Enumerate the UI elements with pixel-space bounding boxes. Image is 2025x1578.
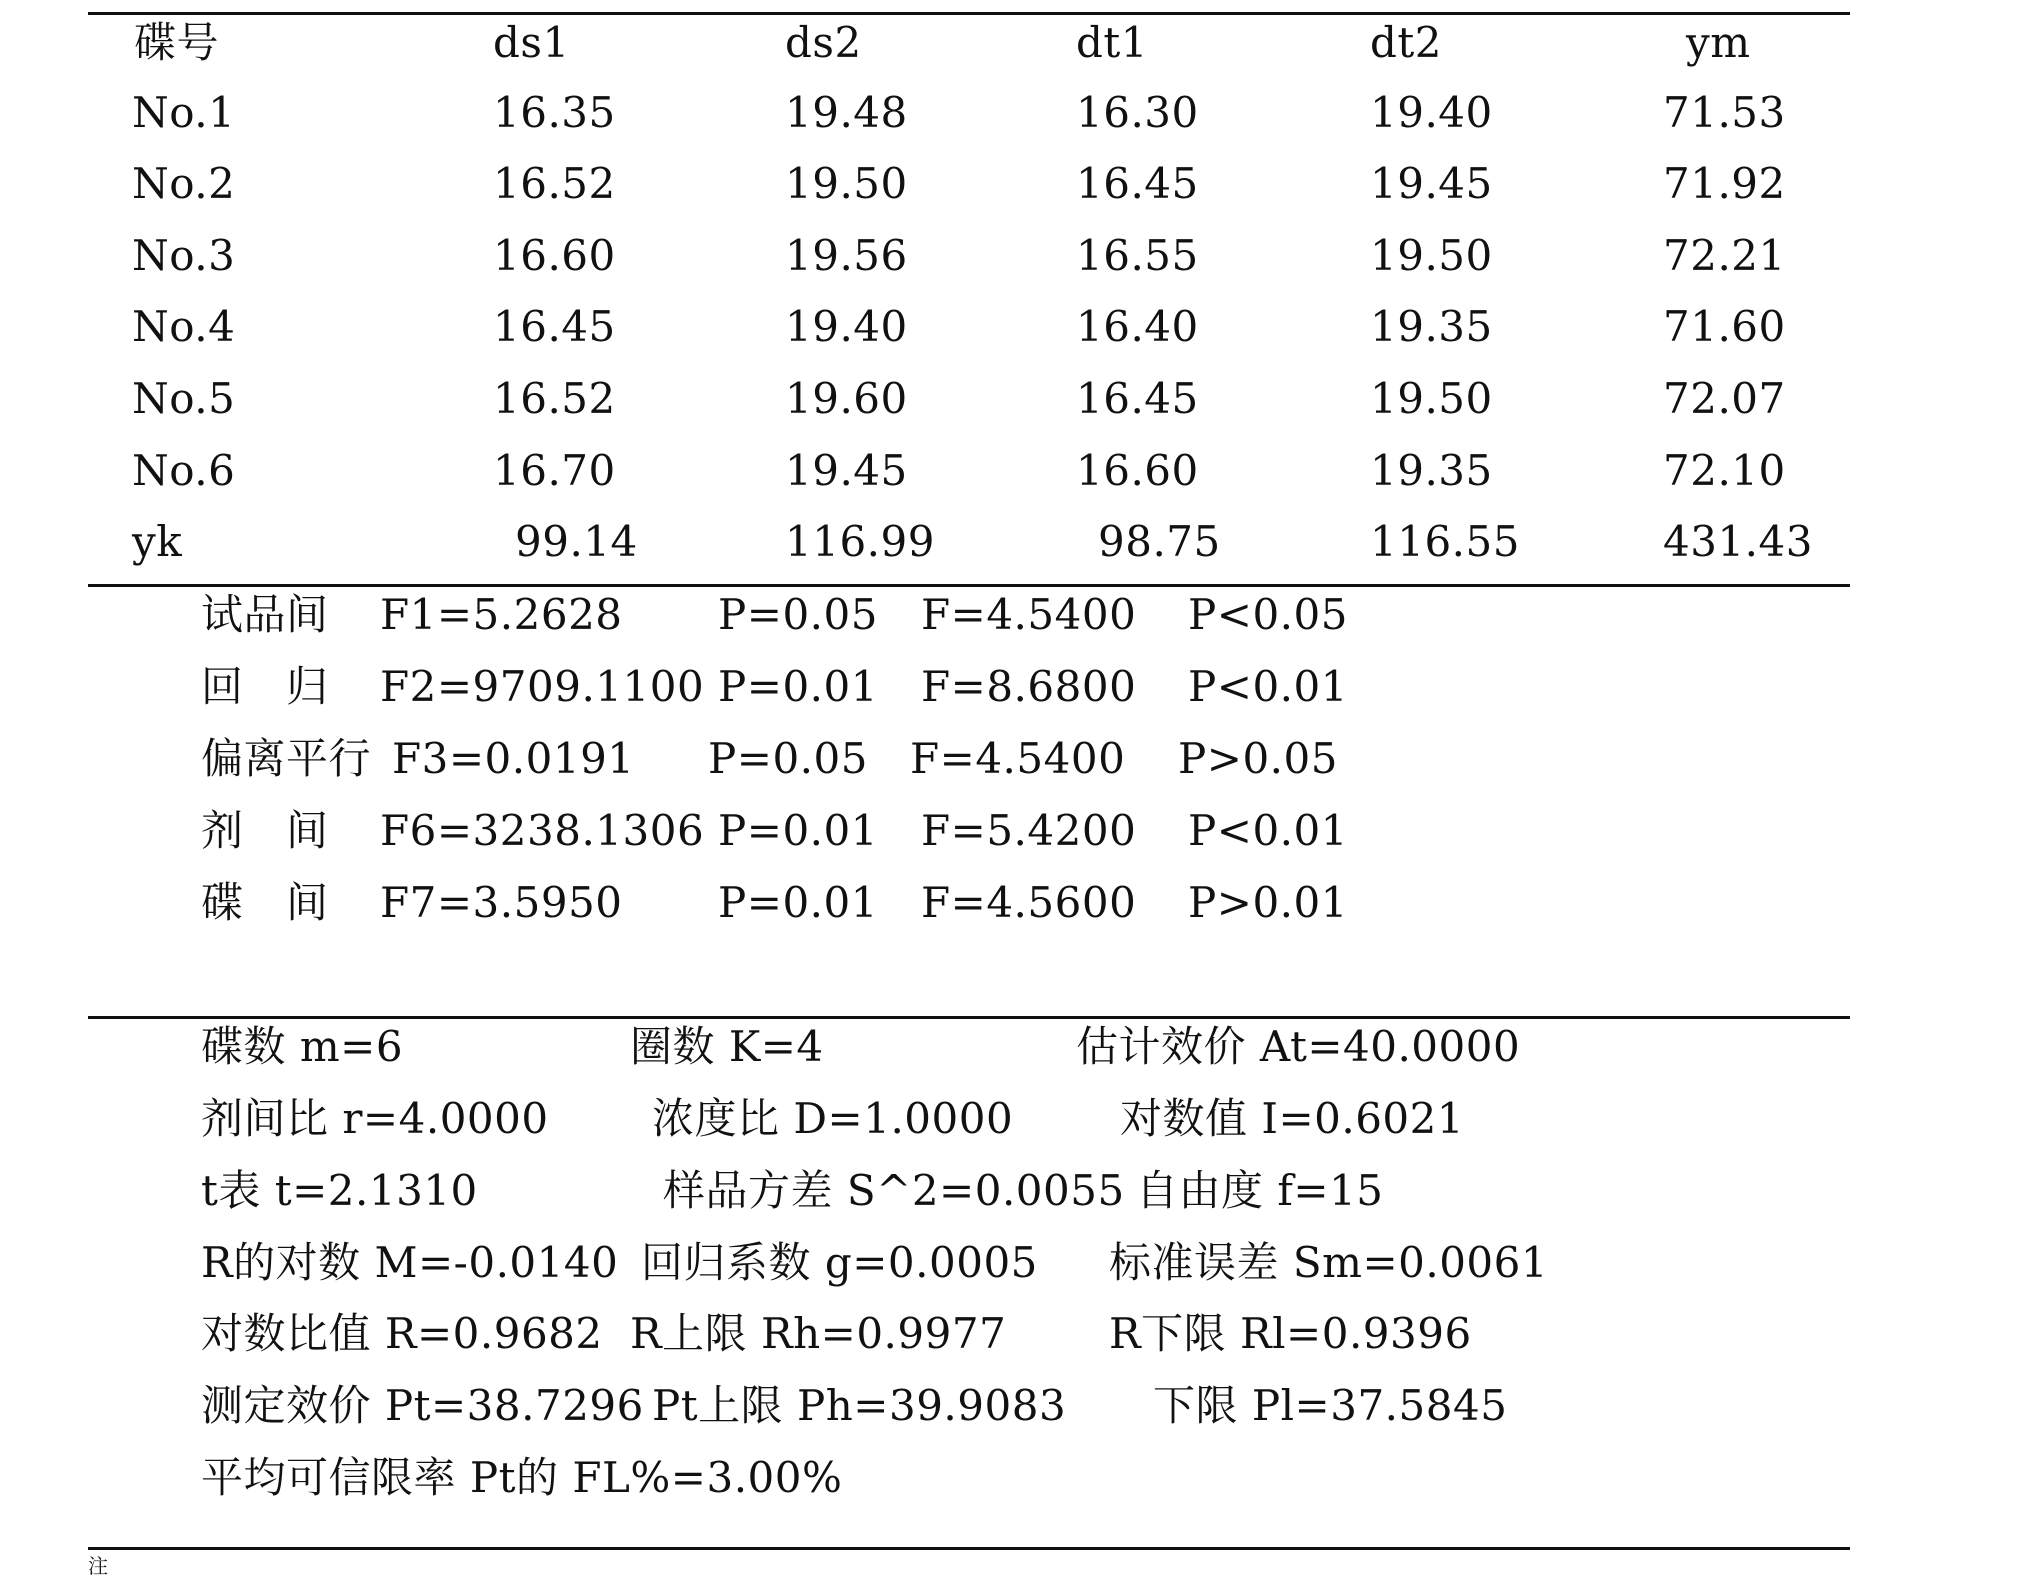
cell-dt2: 116.55 — [1370, 517, 1520, 566]
anova-result: P>0.05 — [1178, 734, 1338, 783]
anova-critical-f: F=4.5400 — [910, 734, 1126, 783]
cell-dt2: 19.50 — [1370, 374, 1493, 423]
cell-dt2: 19.45 — [1370, 159, 1493, 208]
cell-ds2: 19.45 — [785, 446, 908, 495]
param-dose-ratio: 剂间比 r=4.0000 — [201, 1094, 549, 1143]
col-header-ym: ym — [1686, 18, 1751, 67]
cell-ym: 431.43 — [1663, 517, 1813, 566]
param-confidence-limit-rate: 平均可信限率 Pt的 FL%=3.00% — [201, 1453, 843, 1502]
param-concentration-ratio: 浓度比 D=1.0000 — [652, 1094, 1014, 1143]
param-log-value: 对数值 I=0.6021 — [1120, 1094, 1465, 1143]
row-label: No.6 — [132, 446, 236, 495]
col-header-dt2: dt2 — [1370, 18, 1442, 67]
cell-dt1: 16.60 — [1076, 446, 1199, 495]
param-sample-variance: 样品方差 S^2=0.0055 — [663, 1166, 1125, 1215]
param-measured-potency: 测定效价 Pt=38.7296 — [201, 1381, 644, 1430]
cell-ym: 72.21 — [1663, 231, 1786, 280]
anova-f-value: F3=0.0191 — [392, 734, 635, 783]
cell-ds2: 19.48 — [785, 88, 908, 137]
anova-result: P>0.01 — [1188, 878, 1348, 927]
cell-ym: 72.10 — [1663, 446, 1786, 495]
cell-dt1: 98.75 — [1098, 517, 1221, 566]
cell-ds1: 16.60 — [493, 231, 616, 280]
cell-ym: 71.53 — [1663, 88, 1786, 137]
col-header-dt1: dt1 — [1076, 18, 1148, 67]
cell-ds2: 116.99 — [785, 517, 935, 566]
param-log-ratio: 对数比值 R=0.9682 — [201, 1309, 603, 1358]
cell-ds2: 19.56 — [785, 231, 908, 280]
row-label: No.5 — [132, 374, 236, 423]
params-top-rule — [88, 1016, 1850, 1019]
anova-p-level: P=0.05 — [708, 734, 868, 783]
col-header-ds2: ds2 — [785, 18, 862, 67]
anova-f-value: F1=5.2628 — [380, 590, 623, 639]
anova-critical-f: F=8.6800 — [921, 662, 1137, 711]
cell-ds1: 16.45 — [493, 302, 616, 351]
param-estimated-potency: 估计效价 At=40.0000 — [1076, 1022, 1521, 1071]
cell-dt1: 16.30 — [1076, 88, 1199, 137]
bottom-rule — [88, 1547, 1850, 1550]
anova-label: 回 归 — [201, 662, 329, 711]
param-r-lower: R下限 Rl=0.9396 — [1109, 1309, 1472, 1358]
param-t-table: t表 t=2.1310 — [201, 1166, 478, 1215]
cell-ds1: 16.35 — [493, 88, 616, 137]
cell-dt2: 19.40 — [1370, 88, 1493, 137]
col-header-disc: 碟号 — [134, 18, 220, 67]
anova-p-level: P=0.05 — [718, 590, 878, 639]
table-bottom-rule — [88, 584, 1850, 587]
footer-fragment: 注 — [88, 1554, 108, 1578]
param-disc-count: 碟数 m=6 — [201, 1022, 404, 1071]
cell-ym: 71.60 — [1663, 302, 1786, 351]
anova-result: P<0.05 — [1188, 590, 1348, 639]
cell-ds2: 19.60 — [785, 374, 908, 423]
cell-dt1: 16.45 — [1076, 374, 1199, 423]
cell-ds1: 16.70 — [493, 446, 616, 495]
row-label: No.2 — [132, 159, 236, 208]
param-ring-count: 圈数 K=4 — [630, 1022, 824, 1071]
cell-dt2: 19.35 — [1370, 446, 1493, 495]
cell-dt2: 19.50 — [1370, 231, 1493, 280]
param-log-r: R的对数 M=-0.0140 — [201, 1238, 619, 1287]
param-pt-upper: Pt上限 Ph=39.9083 — [652, 1381, 1067, 1430]
cell-ds2: 19.50 — [785, 159, 908, 208]
col-header-ds1: ds1 — [493, 18, 570, 67]
cell-dt1: 16.45 — [1076, 159, 1199, 208]
cell-ds1: 99.14 — [515, 517, 638, 566]
anova-f-value: F2=9709.1100 — [380, 662, 705, 711]
anova-critical-f: F=4.5400 — [921, 590, 1137, 639]
row-label: No.3 — [132, 231, 236, 280]
anova-critical-f: F=5.4200 — [921, 806, 1137, 855]
cell-dt1: 16.55 — [1076, 231, 1199, 280]
row-label: No.1 — [132, 88, 236, 137]
cell-dt1: 16.40 — [1076, 302, 1199, 351]
anova-label: 试品间 — [201, 590, 329, 639]
param-regression-coefficient: 回归系数 g=0.0005 — [641, 1238, 1038, 1287]
anova-label: 偏离平行 — [201, 734, 372, 783]
param-pt-lower: 下限 Pl=37.5845 — [1153, 1381, 1508, 1430]
cell-ds1: 16.52 — [493, 159, 616, 208]
param-r-upper: R上限 Rh=0.9977 — [630, 1309, 1007, 1358]
anova-critical-f: F=4.5600 — [921, 878, 1137, 927]
param-degrees-of-freedom: 自由度 f=15 — [1136, 1166, 1384, 1215]
cell-ym: 71.92 — [1663, 159, 1786, 208]
cell-ds1: 16.52 — [493, 374, 616, 423]
anova-p-level: P=0.01 — [718, 806, 878, 855]
cell-ds2: 19.40 — [785, 302, 908, 351]
row-label: No.4 — [132, 302, 236, 351]
anova-result: P<0.01 — [1188, 806, 1348, 855]
anova-result: P<0.01 — [1188, 662, 1348, 711]
cell-ym: 72.07 — [1663, 374, 1786, 423]
anova-label: 剂 间 — [201, 806, 329, 855]
param-standard-error: 标准误差 Sm=0.0061 — [1109, 1238, 1549, 1287]
cell-dt2: 19.35 — [1370, 302, 1493, 351]
anova-label: 碟 间 — [201, 878, 329, 927]
anova-p-level: P=0.01 — [718, 878, 878, 927]
top-rule — [88, 12, 1850, 15]
anova-f-value: F6=3238.1306 — [380, 806, 705, 855]
anova-p-level: P=0.01 — [718, 662, 878, 711]
anova-f-value: F7=3.5950 — [380, 878, 623, 927]
row-label: yk — [132, 517, 183, 566]
